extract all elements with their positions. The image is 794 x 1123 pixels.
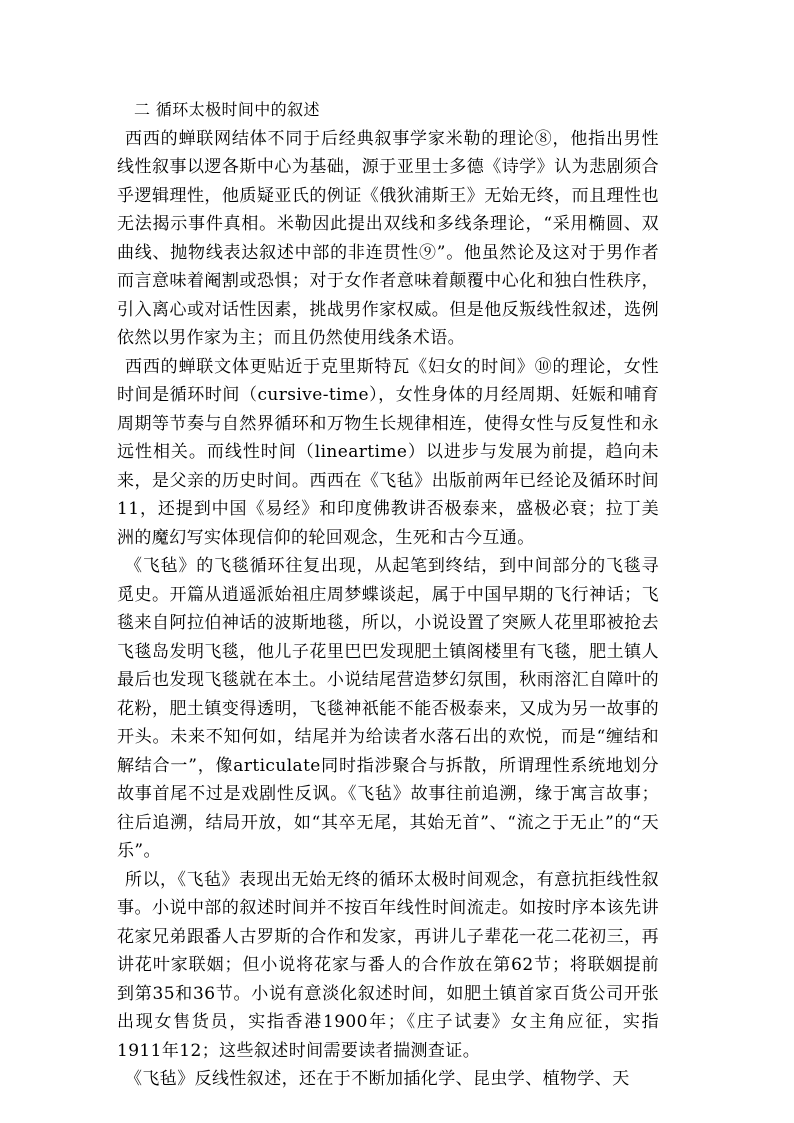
paragraph-3: 《飞毡》的飞毯循环往复出现，从起笔到终结，到中间部分的飞毯寻觅史。开篇从逍遥派始祖庄周梦蝶谈起，属于中国早期的飞行神话；飞毯来自阿拉伯神话的波斯地毯，所以，小说设置了突厥人花里耶被抢去飞毯岛发明飞毯，他儿子花里巴巴发现肥土镇阁楼里有飞毯，肥土镇人最后也发现飞毯就在本土。小说结尾营造梦幻氛围，秋雨溶汇自障叶的花粉，肥土镇变得透明，飞毯神祇能不能否极泰来，又成为另一故事的开头。未来不知何如，结尾并为给读者水落石出的欢悦，而是“缠结和解结合一”，像articulate同时指涉聚合与拆散，所谓理性系统地划分故事首尾不过是戏剧性反讽。《飞毡》故事往前追溯，缘于寓言故事；往后追溯，结局开放，如“其卒无尾，其始无首”、“流之于无止”的“天乐”。 (117, 556, 659, 861)
paragraph-5: 《飞毡》反线性叙述，还在于不断加插化学、昆虫学、植物学、天 (125, 1069, 630, 1089)
section-heading: 二 循环太极时间中的叙述 (134, 100, 320, 119)
paragraph-1: 西西的蝉联网结体不同于后经典叙事学家米勒的理论⑧，他指出男性线性叙事以逻各斯中心为基础，源于亚里士多德《诗学》认为悲剧须合乎逻辑理性，他质疑亚氏的例证《俄狄浦斯王》无始无终，而且理性也无法揭示事件真相。米勒因此提出双线和多线条理论，“采用椭圆、双曲线、抛物线表达叙述中部的非连贯性⑨”。他虽然论及这对于男作者而言意味着阉割或恐惧；对于女作者意味着颠覆中心化和独白性秩序，引入离心或对话性因素，挑战男作家权威。但是他反叛线性叙述，选例依然以男作家为主；而且仍然使用线条术语。 (117, 128, 659, 348)
paragraph-4: 所以，《飞毡》表现出无始无终的循环太极时间观念，有意抗拒线性叙事。小说中部的叙述时间并不按百年线性时间流走。如按时序本该先讲花家兄弟跟番人古罗斯的合作和发家，再讲儿子辈花一花二花初三，再讲花叶家联姻；但小说将花家与番人的合作放在第62节；将联姻提前到第35和36节。小说有意淡化叙述时间，如肥土镇首家百货公司开张出现女售货员，实指香港1900年；《庄子试妻》女主角应征，实指1911年12；这些叙述时间需要读者揣测查证。 (117, 869, 659, 1061)
document-page (117, 96, 659, 1094)
paragraph-2: 西西的蝉联文体更贴近于克里斯特瓦《妇女的时间》⑩的理论，女性时间是循环时间（cursive-time），女性身体的月经周期、妊娠和哺育周期等节奏与自然界循环和万物生长规律相连，使得女性与反复性和永远性相关。而线性时间（lineartime）以进步与发展为前提，趋向未来，是父亲的历史时间。西西在《飞毡》出版前两年已经论及循环时间11，还提到中国《易经》和印度佛教讲否极泰来，盛极必衰；拉丁美洲的魔幻写实体现信仰的轮回观念，生死和古今互通。 (117, 356, 659, 548)
